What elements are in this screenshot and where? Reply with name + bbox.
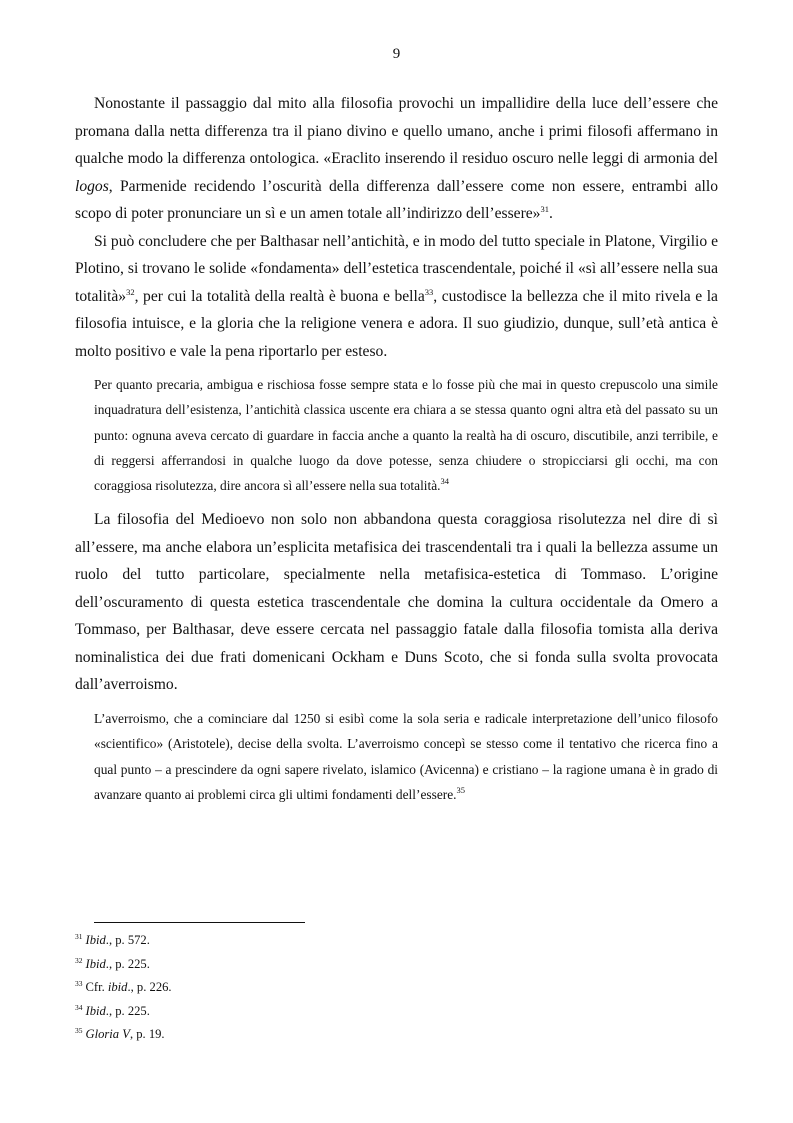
footnote-ref: 34 — [440, 476, 450, 487]
text-run: ., p. 225. — [105, 956, 150, 971]
paragraph-1 — [75, 90, 718, 228]
italic-text: ibid — [107, 980, 128, 994]
paragraph-2 — [75, 228, 718, 366]
footnote — [75, 929, 718, 953]
paragraph-3 — [75, 506, 718, 699]
italic-text: Ibid — [85, 1003, 106, 1018]
block-quote-2 — [94, 706, 718, 807]
text-run: ., p. 225. — [105, 1003, 150, 1018]
page-number: 9 — [392, 46, 401, 62]
italic-text: Gloria V — [85, 1027, 130, 1041]
text-run: Per quanto precaria, ambigua e rischiosa fosse sempre stata e lo fosse più che mai in questo crepuscolo una simile inquadratura dell’esistenza, l’antichità classica uscente era chiara a se stessa quanto ogni altra età del passato su un punto: ognuna aveva cercato di guardare in faccia anche a quanto la realtà ha di oscuro, discutibile, anzi terribile, e di reggersi afferrandosi in qualche luogo da dove potesse, senza chiudere o stropicciarsi gli occhi, ma con coraggiosa risolutezza, dire ancora sì all’essere nella sua totalità. — [94, 377, 718, 494]
footnote — [75, 953, 718, 977]
footnote-number: 32 — [75, 955, 83, 965]
footnotes — [75, 922, 718, 1047]
block-quote-1 — [94, 372, 718, 498]
text-run: . — [548, 205, 553, 222]
text-run: La filosofia del Medioevo non solo non abbandona questa coraggiosa risolutezza nel dire di sì all’essere, ma anche elabora un’esplicita metafisica dei trascendentali tra i quali la bellezza assume un ruolo del tutto particolare, specialmente nella metafisica-estetica di Tommaso. L’origine dell’oscuramento di questa estetica trascendentale che domina la cultura occidentale da Omero a Tommaso, per Balthasar, deve essere cercata nel passaggio fatale dalla filosofia tomista alla deriva nominalistica dei due frati domenicani Ockham e Duns Scoto, che si fonda sulla svolta provocata dall’averroismo. — [75, 511, 718, 694]
text-run: ., p. 572. — [105, 933, 150, 947]
text-run: , Parmenide recidendo l’oscurità della differenza dall’essere come non essere, entrambi allo scopo di poter pronunciare un sì e un amen totale all’indirizzo dell’essere» — [75, 177, 718, 222]
italic-text: Ibid — [85, 956, 106, 971]
italic-text: logos — [75, 177, 109, 195]
text-run: ., p. 226. — [127, 980, 172, 994]
footnote-ref: 35 — [456, 784, 466, 795]
footnote — [75, 976, 718, 1000]
text-run: Si può concludere che per Balthasar nell’antichità, e in modo del tutto speciale in Platone, Virgilio e Plotino, si trovano le solide «fondamenta» dell’estetica trascendentale, poiché il «sì all’essere nella sua totalità» — [75, 232, 718, 305]
footnote-ref: 33 — [424, 286, 434, 297]
footnote-list — [75, 929, 718, 1047]
footnote — [75, 1000, 718, 1024]
footnote-ref: 32 — [126, 286, 135, 297]
text-run: Nonostante il passaggio dal mito alla filosofia provochi un impallidire della luce dell’essere che promana dalla netta differenza tra il piano divino e quello umano, anche i primi filosofi affermano in qualche modo la differenza ontologica. «Eraclito inserendo il residuo oscuro nelle leggi di armonia del — [75, 95, 718, 167]
body-text — [75, 90, 718, 815]
text-run: Cfr. — [85, 980, 108, 994]
text-run: L’averroismo, che a cominciare dal 1250 si esibì come la sola seria e radicale interpretazione dell’unico filosofo «scientifico» (Aristotele), decise della svolta. L’averroismo concepì se stesso come il tentativo che ricerca fino a qual punto – a prescindere da ogni sapere rivelato, islamico (Avicenna) e cristiano – la ragione umana è in grado di avanzare quanto ai problemi circa gli ultimi fondamenti dell’essere. — [94, 710, 718, 802]
footnote-number: 33 — [75, 979, 83, 988]
footnote-number: 34 — [75, 1002, 83, 1012]
text-run: , custodisce la bellezza che il mito rivela e la filosofia intuisce, e la gloria che la religione venera e adora. Il suo giudizio, dunque, sull’età antica è molto positivo e vale la pena riportarlo per esteso. — [75, 287, 718, 360]
italic-text: Ibid — [85, 933, 106, 947]
footnote — [75, 1023, 718, 1047]
text-run: , per cui la totalità della realtà è buona e bella — [134, 287, 425, 305]
text-run: , p. 19. — [129, 1027, 165, 1041]
footnote-number: 35 — [75, 1026, 83, 1035]
footnote-ref: 31 — [540, 204, 549, 214]
footnote-number: 31 — [75, 932, 83, 941]
footnote-separator — [94, 922, 305, 923]
